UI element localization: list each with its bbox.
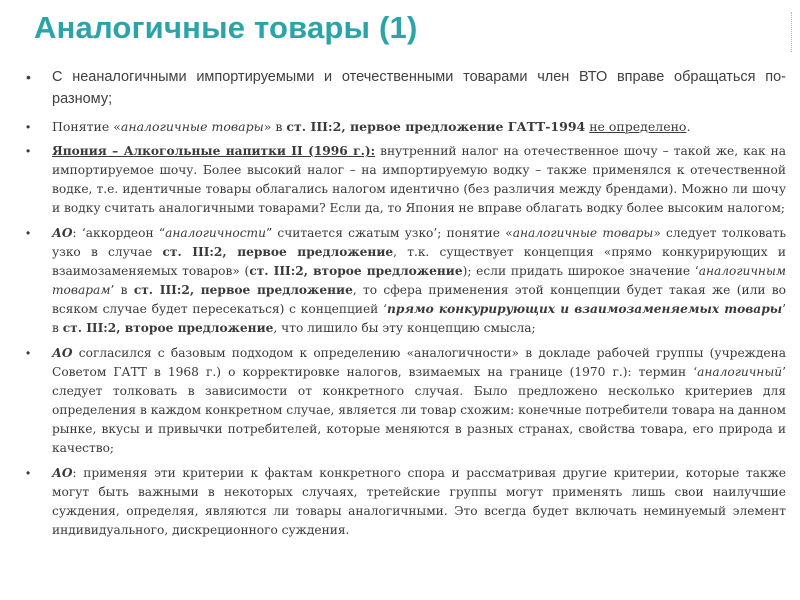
- bullet-list: [26, 66, 786, 540]
- item-4-text-c: аналогичности: [165, 226, 266, 240]
- bullet-icon: •: [26, 466, 31, 480]
- ao-label: АО: [52, 226, 73, 240]
- item-4-text-d: ” считается сжатым узко’; понятие «: [265, 226, 513, 240]
- list-item-1: [26, 66, 786, 110]
- item-4-ref-4: ст. III:2, второе предложение: [62, 321, 274, 335]
- item-2-article-ref: ст. III:2, первое предложение ГАТТ-1994: [286, 119, 586, 134]
- item-4-text-j: ); если придать широкое значение ‘: [462, 264, 699, 278]
- item-4-ref-1: ст. III:2, первое предложение: [162, 245, 394, 259]
- item-4-ref-2: ст. III:2, второе предложение: [249, 264, 463, 278]
- item-4-text-n: , то сфера применения этой концепции будет такая же (или во всяком случае будет пересекаться) с концепцией ‘: [52, 283, 786, 316]
- item-4-text-e: аналогичные товары: [512, 226, 654, 240]
- item-3-text: внутренний налог на отечественное шочу – такой же, как на импортируемое шочу. Более высокий налог – на импортируемую водку – также применялся к отечественной водке, т.е. идентичные товары облагались налогом идентично (без различия между брендами). Можно ли шочу и водку считать аналогичными товарами? Если да, то Япония не вправе облагать водку более высоким налогом;: [52, 144, 787, 215]
- item-5-text-c: аналогичный: [697, 365, 783, 379]
- item-4-text-l: ’ в: [110, 283, 134, 297]
- bullet-icon: •: [26, 226, 31, 240]
- item-2-text-a: Понятие «: [52, 119, 121, 134]
- item-4-text-f: » следует толковать узко в случае: [52, 226, 786, 259]
- decorative-rule: [790, 12, 792, 52]
- item-2-undefined: не определено: [589, 119, 687, 134]
- item-5-text-d: ’ следует толковать в зависимости от конкретного случая. Было предложено несколько критериев для определения в каждом конкретном случае, является ли товар схожим: конечные потребители товара на данном рынке, вкусы и привычки потребителей, которые меняются в разных странах, свойства товара, его природа и качество;: [52, 365, 786, 455]
- bullet-icon: •: [26, 120, 31, 134]
- item-1-text: С неаналогичными импортируемыми и отечественными товарами член ВТО вправе обращаться по-разному;: [52, 69, 786, 107]
- case-name: Япония – Алкогольные напитки II (1996 г.):: [52, 144, 376, 158]
- ao-label: АО: [52, 466, 73, 480]
- page-title: Аналогичные товары (1): [34, 10, 418, 45]
- item-6-text-b: : применяя эти критерии к фактам конкретного спора и рассматривая другие критерии, которые также могут быть важными в некоторых случаях, третейские группы могут применять лишь свои наилучшие суждения, определяя, являются ли товары аналогичными. Это всегда будет включать неминуемый элемент индивидуального, дискреционного суждения.: [52, 466, 786, 537]
- item-4-text-o: прямо конкурирующих и взаимозаменяемых товары: [386, 302, 783, 316]
- item-4-text-k: аналогичным товарам: [52, 264, 786, 297]
- list-item-5: [26, 344, 786, 458]
- list-item-6: [26, 464, 786, 540]
- item-4-text-b: : ‘аккордеон “: [72, 226, 166, 240]
- ao-label: АО: [52, 346, 73, 360]
- list-item-4: [26, 224, 786, 338]
- list-item-3: [26, 142, 786, 218]
- list-item-2: [26, 118, 786, 136]
- item-5-text-b: согласился с базовым подходом к определению «аналогичности» в докладе рабочей группы (учреждена Советом ГАТТ в 1968 г.) о корректировке налогов, взимаемых на границе (1970 г.): термин ‘: [52, 346, 786, 379]
- bullet-icon: •: [26, 69, 31, 85]
- item-4-text-p: ’ в: [52, 302, 786, 335]
- item-2-period: .: [686, 119, 691, 134]
- item-2-term: аналогичные товары: [120, 119, 264, 134]
- item-2-text-c: » в: [263, 119, 287, 134]
- item-4-text-r: , что лишило бы эту концепцию смысла;: [273, 321, 536, 335]
- bullet-icon: •: [26, 144, 31, 158]
- item-4-text-h: , т.к. существует концепция «прямо конкурирующих и взаимозаменяемых товаров» (: [52, 245, 787, 278]
- item-4-ref-3: ст. III:2, первое предложение: [133, 283, 353, 297]
- bullet-icon: •: [26, 346, 31, 360]
